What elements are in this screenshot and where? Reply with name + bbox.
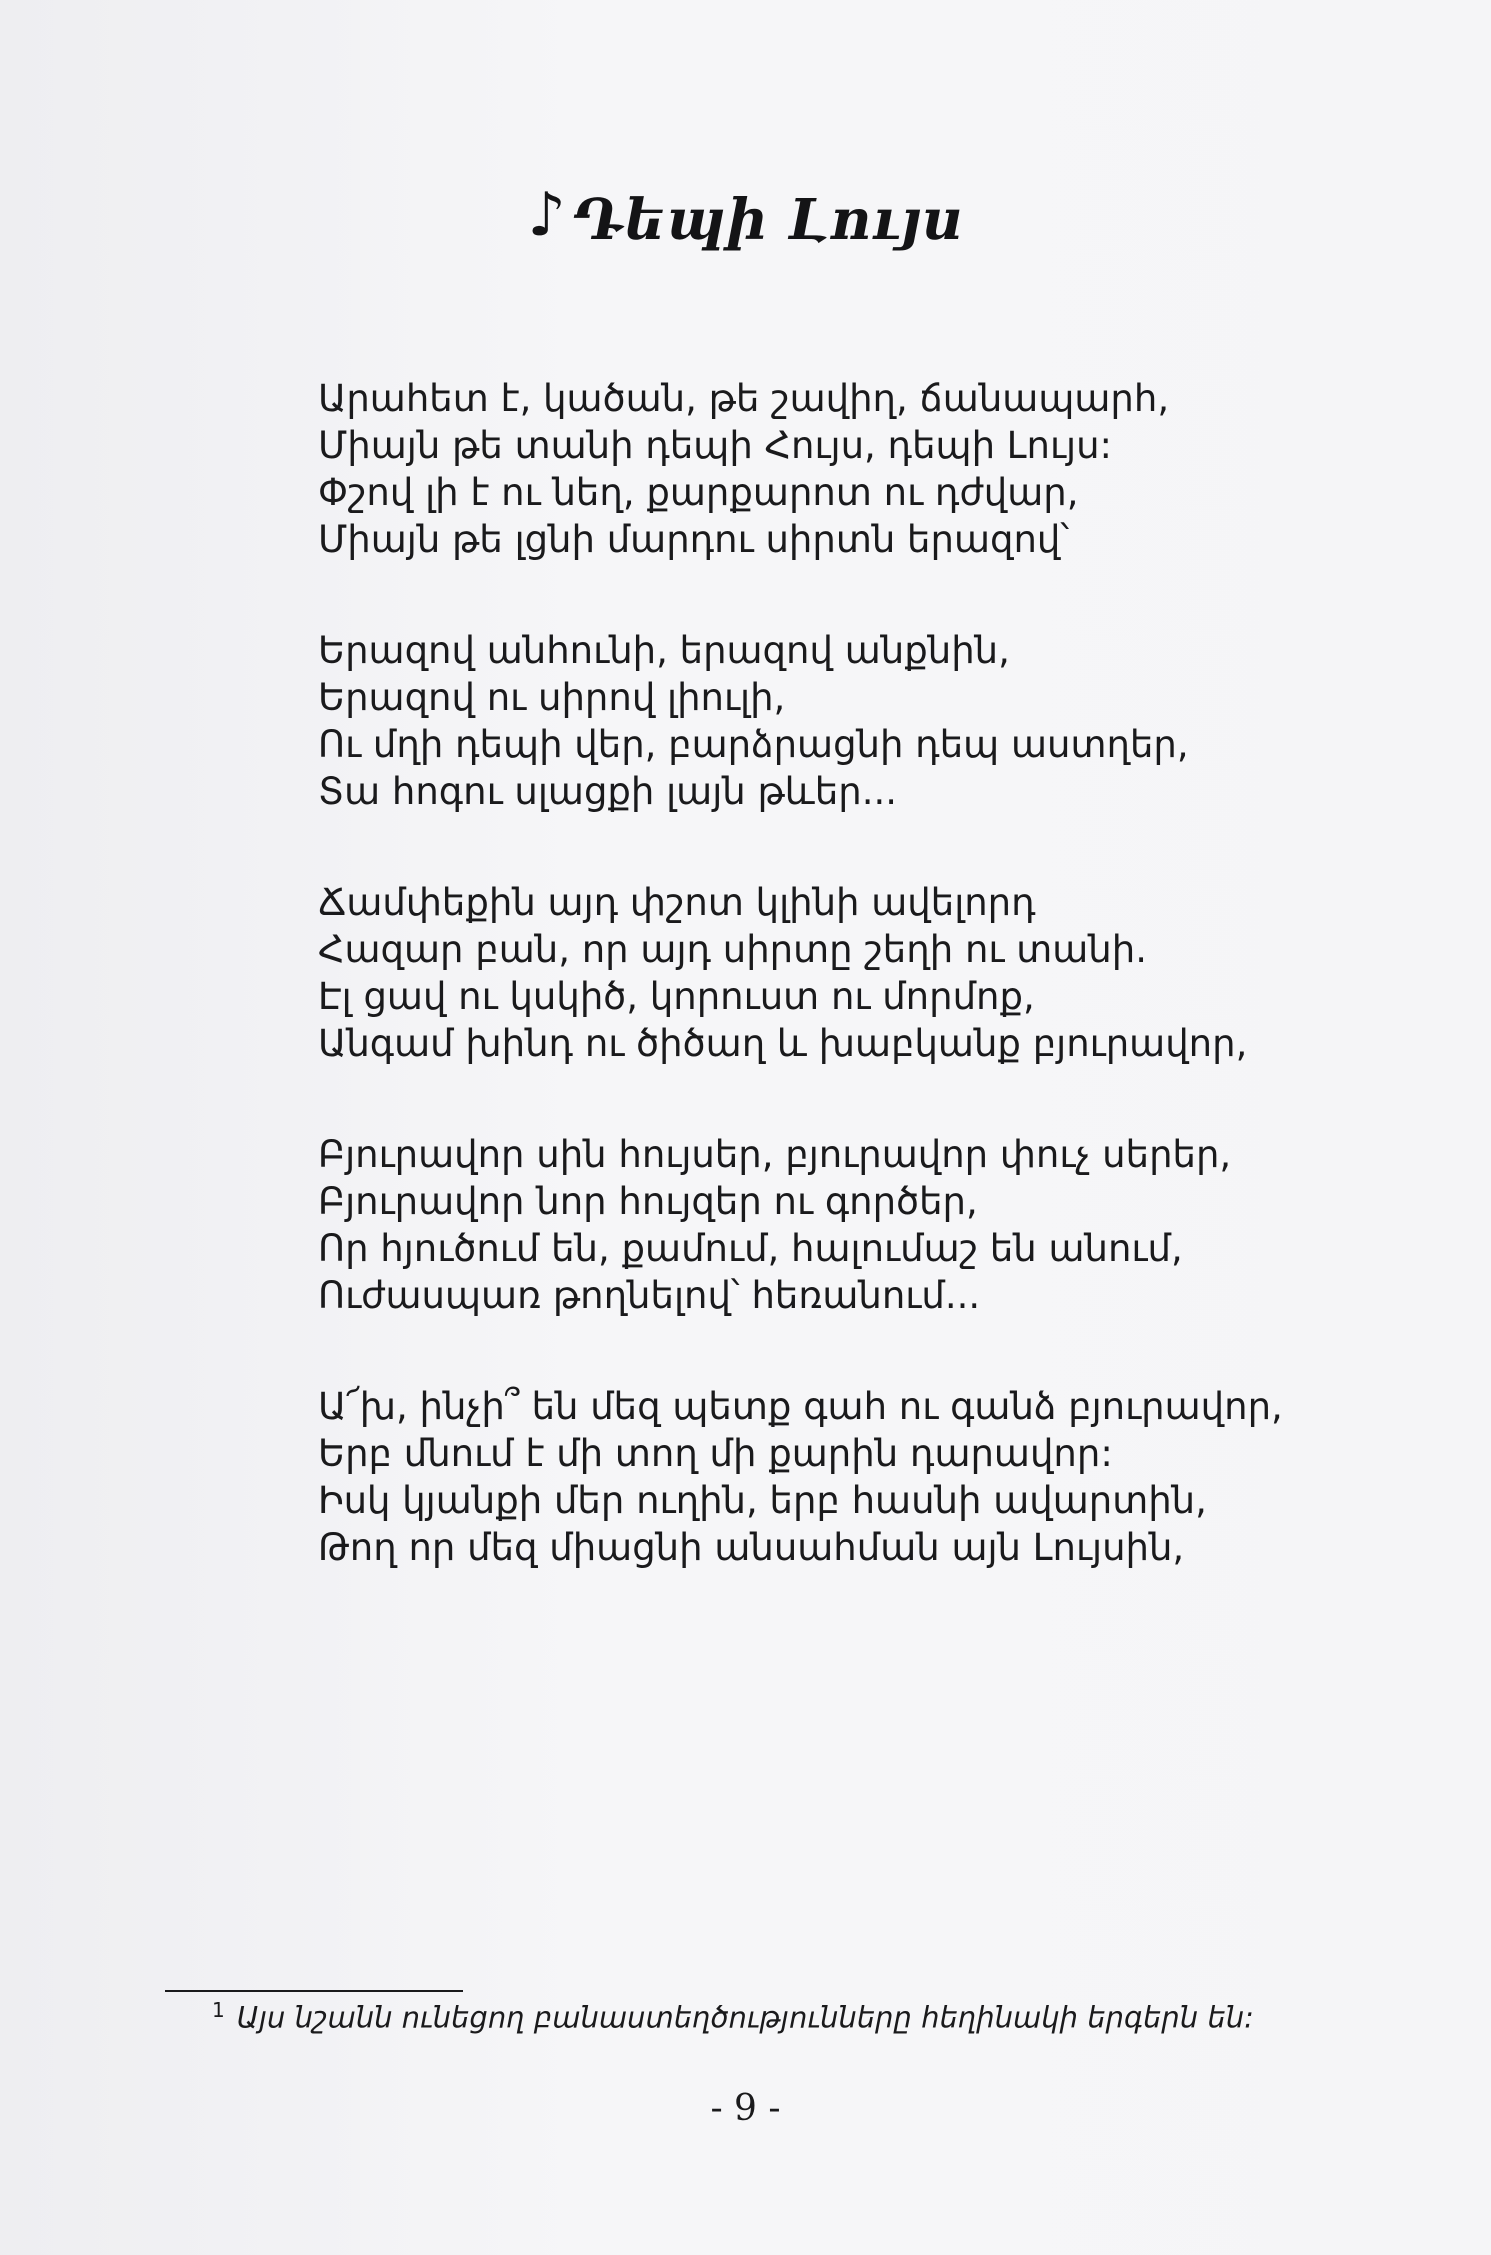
poem-line: Ուժասպառ թողնելով՝ հեռանում... <box>318 1274 981 1317</box>
poem-line: Հազար բան, որ այդ սիրտը շեղի ու տանի. <box>318 928 1147 971</box>
footnote-text: Այս նշանն ունեցող բանաստեղծությունները հեղինակի երգերն են: <box>236 2000 1254 2035</box>
poem-line: Տա հոգու սլացքի լայն թևեր... <box>318 770 898 813</box>
poem-line: Անգամ խինդ ու ծիծաղ և խաբկանք բյուրավոր, <box>318 1022 1248 1065</box>
music-note-icon: ♪ <box>527 180 567 250</box>
poem-line: Թող որ մեզ միացնի անսահման այն Լույսին, <box>318 1526 1185 1569</box>
poem-line: Ու մղի դեպի վեր, բարձրացնի դեպ աստղեր, <box>318 723 1189 766</box>
poem-line: Երբ մնում է մի տող մի քարին դարավոր: <box>318 1432 1113 1475</box>
poem-line: Իսկ կյանքի մեր ուղին, երբ հասնի ավարտին, <box>318 1479 1207 1522</box>
poem-line: Արահետ է, կածան, թե շավիղ, ճանապարհ, <box>318 377 1170 420</box>
poem-line: Միայն թե տանի դեպի Հույս, դեպի Լույս: <box>318 424 1113 467</box>
footnote <box>212 1998 1254 2035</box>
poem-line: Որ հյուծում են, քամում, հալումաշ են անում, <box>318 1227 1183 1270</box>
stanza-3 <box>318 879 1368 1067</box>
stanza-4 <box>318 1131 1368 1319</box>
footnote-divider <box>165 1990 463 1992</box>
poem-title-text: Դեպի Լույս <box>572 187 964 253</box>
poem-line: Ա՜խ, ինչի՞ են մեզ պետք գահ ու գանձ բյուրավոր, <box>318 1385 1283 1428</box>
poem-line: Երազով անհունի, երազով անքնին, <box>318 629 1010 672</box>
title-area <box>0 180 1491 253</box>
poem-line: Փշով լի է ու նեղ, քարքարոտ ու դժվար, <box>318 471 1079 514</box>
poem-line: Ճամփեքին այդ փշոտ կլինի ավելորդ <box>318 881 1036 924</box>
poem-line: Բյուրավոր սին հույսեր, բյուրավոր փուչ սերեր, <box>318 1133 1232 1176</box>
page-number: - 9 - <box>710 2088 781 2129</box>
poem-line: Էլ ցավ ու կսկիծ, կորուստ ու մորմոք, <box>318 975 1035 1018</box>
poem-line: Միայն թե լցնի մարդու սիրտն երազով՝ <box>318 518 1070 561</box>
stanza-2 <box>318 627 1368 815</box>
stanza-1 <box>318 375 1368 563</box>
footnote-marker: 1 <box>212 1998 225 2022</box>
poem-line: Բյուրավոր նոր հույզեր ու գործեր, <box>318 1180 978 1223</box>
poem-title <box>527 180 963 253</box>
poem-body <box>318 375 1368 1635</box>
stanza-5 <box>318 1383 1368 1571</box>
poem-line: Երազով ու սիրով լիուլի, <box>318 676 786 719</box>
